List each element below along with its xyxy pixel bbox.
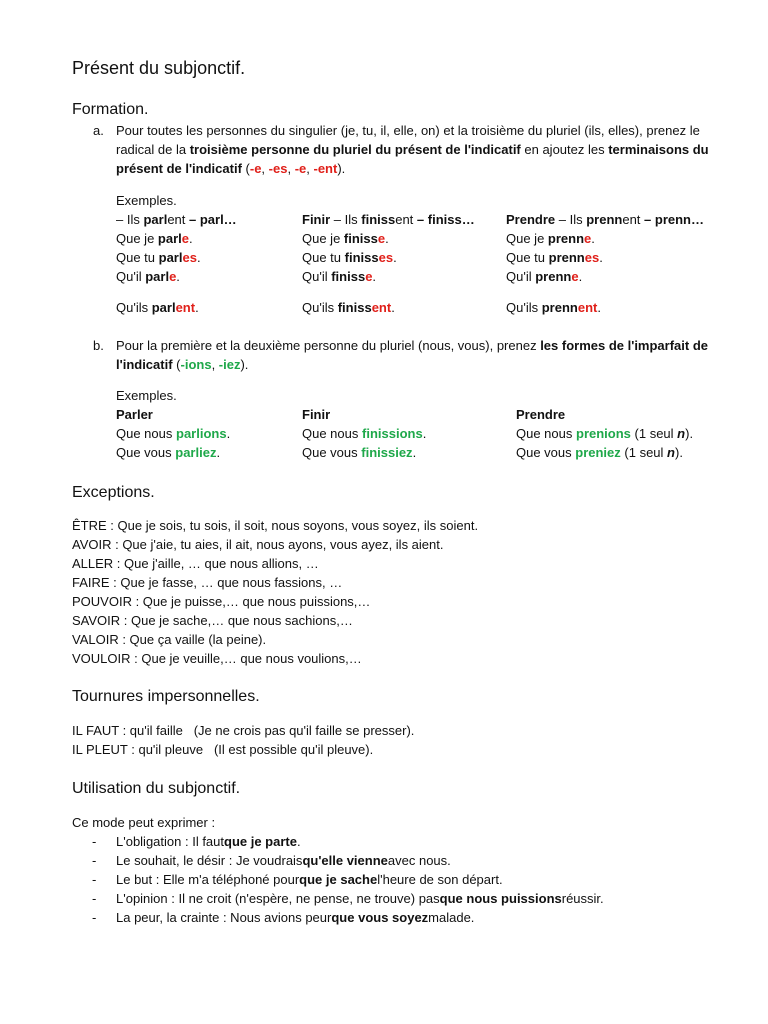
utilisation-intro: Ce mode peut exprimer : [72, 815, 216, 830]
list-label-a: a. [93, 123, 104, 138]
rule-b-paragraph: Pour la première et la deuxième personne du pluriel (nous, vous), prenez les formes de l'imparfait de l'indicatif (-ions, -iez). [116, 338, 709, 372]
exceptions-list [72, 516, 732, 668]
table-row [116, 210, 736, 229]
ending-iez: -iez [218, 357, 241, 372]
ending-e: -e [249, 161, 262, 176]
rule-a-text: Pour toutes les personnes du singulier (je, tu, il, elle, on) et la troisième du pluriel (ils, elles), prenez le radical de la [116, 123, 700, 157]
list-item: FAIRE : Que je fasse, … que nous fassions, … [72, 575, 343, 590]
verb-parler-stem: – Ils parlent – parl… [116, 212, 237, 227]
table-row: Parler Finir Prendre [116, 407, 566, 422]
page-title: Présent du subjonctif. [72, 58, 246, 78]
list-item: - Le but : Elle m'a téléphoné pour que je sache l'heure de son départ. [92, 872, 503, 887]
rule-a-text-2: en ajoutez les [520, 142, 609, 157]
exceptions-heading: Exceptions. [72, 484, 155, 501]
list-item: - Le souhait, le désir : Je voudrais qu'elle vienne avec nous. [92, 853, 451, 868]
list-label-b: b. [93, 338, 104, 353]
utilisation-heading: Utilisation du subjonctif. [72, 780, 241, 797]
tournures-list [72, 721, 732, 759]
rule-a-bold-2: terminaisons du présent de l'indicatif [116, 142, 709, 176]
table-row: Que tu parles. Que tu finisses. Que tu prennes. [116, 250, 603, 265]
table-row: Qu'il parle. Qu'il finisse. Qu'il prenne. [116, 269, 583, 284]
list-item: VOULOIR : Que je veuille,… que nous voulions,… [72, 651, 362, 666]
list-item: POUVOIR : Que je puisse,… que nous puissions,… [72, 594, 371, 609]
list-item: AVOIR : Que j'aie, tu aies, il ait, nous ayons, vous ayez, ils aient. [72, 537, 444, 552]
sep: , [306, 161, 314, 176]
examples-label: Exemples. [116, 388, 177, 403]
list-item: - La peur, la crainte : Nous avions peur que vous soyez malade. [92, 910, 475, 925]
rule-a-text-3: ( [241, 161, 250, 176]
list-item: - L'opinion : Il ne croit (n'espère, ne pense, ne trouve) pas que nous puissions réussir. [92, 891, 604, 906]
list-item: - L'obligation : Il faut que je parte . [92, 834, 301, 849]
ending-e: -e [294, 161, 307, 176]
list-item: VALOIR : Que ça vaille (la peine). [72, 632, 267, 647]
table-row: Que nous parlions. Que nous finissions. Que nous prenions (1 seul n). [116, 426, 694, 441]
table-row: Que je parle. Que je finisse. Que je prenne. [116, 231, 595, 246]
ending-ions: -ions [180, 357, 212, 372]
examples-label: Exemples. [116, 193, 177, 208]
rule-a-bold-1: troisième personne du pluriel du présent de l'indicatif [189, 142, 521, 157]
examples-b-table [116, 386, 736, 462]
sep: , [287, 161, 295, 176]
verb-prendre-stem: Prendre – Ils prennent – prenn… [506, 212, 704, 227]
table-row: Qu'ils parlent. Qu'ils finissent. Qu'ils prennent. [116, 300, 601, 315]
list-item: ÊTRE : Que je sois, tu sois, il soit, nous soyons, vous soyez, ils soient. [72, 518, 479, 533]
utilisation-list [72, 832, 732, 927]
verb-finir-stem: Finir – Ils finissent – finiss… [302, 212, 475, 227]
rule-a-text-4: ). [337, 161, 346, 176]
list-item: IL FAUT : qu'il faille (Je ne crois pas qu'il faille se presser). [72, 723, 415, 738]
list-item: SAVOIR : Que je sache,… que nous sachions,… [72, 613, 353, 628]
ending-ent: -ent [313, 161, 338, 176]
rule-a-paragraph [116, 121, 730, 178]
formation-heading: Formation. [72, 101, 149, 118]
sep: , [261, 161, 269, 176]
list-item: IL PLEUT : qu'il pleuve (Il est possible qu'il pleuve). [72, 742, 374, 757]
tournures-heading: Tournures impersonnelles. [72, 688, 260, 705]
examples-a-table [116, 191, 736, 317]
ending-es: -es [268, 161, 288, 176]
list-item: ALLER : Que j'aille, … que nous allions, … [72, 556, 319, 571]
table-row: Que vous parliez. Que vous finissiez. Que vous preniez (1 seul n). [116, 445, 683, 460]
